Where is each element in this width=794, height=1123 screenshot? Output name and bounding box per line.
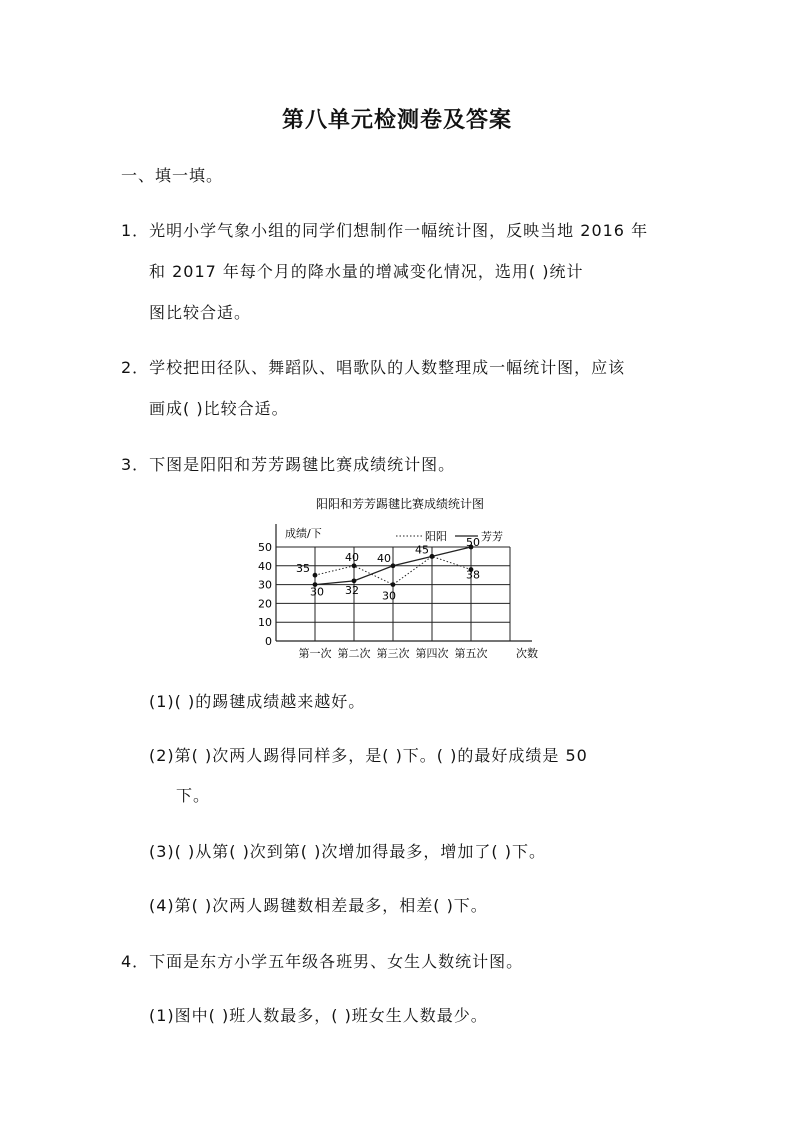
y-axis-label: 成绩/下	[285, 527, 322, 540]
question-1-line-2: 和 2017 年每个月的降水量的增减变化情况，选用( )统计	[149, 262, 584, 281]
y-tick-label: 30	[258, 578, 272, 592]
data-point	[313, 573, 318, 578]
question-1-line-1: 1．光明小学气象小组的同学们想制作一幅统计图，反映当地 2016 年	[121, 221, 649, 240]
chart-data-labels	[296, 536, 480, 603]
y-axis-ticks	[258, 541, 272, 648]
x-tick-label: 第二次	[337, 647, 371, 660]
y-tick-label: 50	[258, 541, 272, 554]
legend	[396, 529, 503, 543]
x-tick-label: 第四次	[415, 647, 449, 660]
data-label: 35	[296, 562, 310, 576]
x-axis-label: 次数	[516, 647, 538, 660]
data-point	[430, 554, 435, 559]
question-4-line-1: 4．下面是东方小学五年级各班男、女生人数统计图。	[121, 952, 524, 971]
data-point	[352, 578, 357, 583]
x-tick-label: 第三次	[376, 647, 410, 660]
x-tick-label: 第五次	[454, 647, 488, 660]
question-4-sub-1: (1)图中( )班人数最多，( )班女生人数最少。	[149, 1006, 488, 1025]
question-3-sub-1: (1)( )的踢毽成绩越来越好。	[149, 692, 366, 711]
line-chart	[250, 490, 550, 665]
legend-label-fangfang: 芳芳	[481, 530, 503, 543]
data-label: 40	[377, 551, 391, 565]
question-2-line-2: 画成( )比较合适。	[149, 399, 289, 418]
data-point	[391, 563, 396, 568]
question-1-line-3: 图比较合适。	[149, 303, 252, 322]
question-3-line-1: 3．下图是阳阳和芳芳踢毽比赛成绩统计图。	[121, 455, 456, 474]
y-tick-label: 10	[258, 616, 272, 630]
x-axis-ticks	[299, 646, 488, 660]
question-3-sub-2-line-1: (2)第( )次两人踢得同样多，是( )下。( )的最好成绩是 50	[149, 746, 588, 765]
data-label: 50	[466, 536, 480, 549]
chart-title: 阳阳和芳芳踢毽比赛成绩统计图	[315, 497, 485, 511]
section-heading: 一、填一填。	[121, 166, 224, 185]
question-3-sub-3: (3)( )从第( )次到第( )次增加得最多，增加了( )下。	[149, 842, 546, 861]
data-label: 38	[466, 568, 480, 582]
y-tick-label: 20	[258, 597, 272, 611]
x-tick-label: 第一次	[298, 647, 332, 660]
question-2-line-1: 2．学校把田径队、舞蹈队、唱歌队的人数整理成一幅统计图，应该	[121, 358, 626, 377]
data-label: 30	[310, 585, 324, 599]
y-tick-label: 0	[265, 635, 272, 648]
data-point	[352, 563, 357, 568]
y-tick-label: 40	[258, 559, 272, 573]
data-label: 30	[382, 589, 396, 603]
data-point	[391, 582, 396, 587]
legend-label-yangyang: 阳阳	[425, 530, 447, 543]
data-label: 45	[415, 543, 429, 557]
data-label: 32	[345, 583, 359, 597]
question-3-sub-4: (4)第( )次两人踢毽数相差最多，相差( )下。	[149, 896, 488, 915]
page-title: 第八单元检测卷及答案	[281, 108, 512, 133]
question-3-sub-2-line-2: 下。	[176, 786, 211, 805]
data-label: 40	[345, 550, 359, 564]
